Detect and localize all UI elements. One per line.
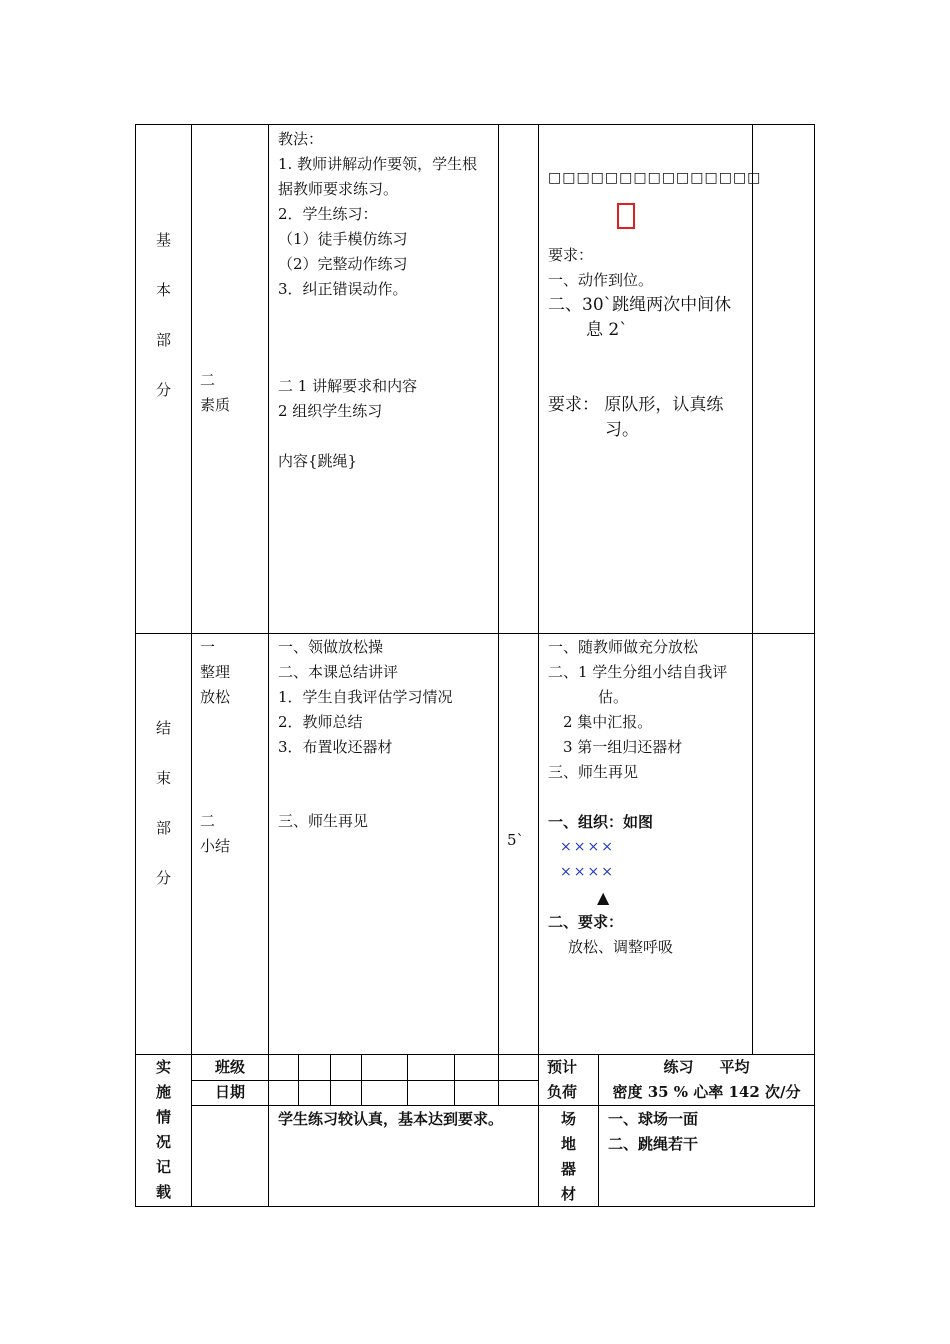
basic-content-topic: 内容{跳绳} (278, 452, 358, 470)
ending-item-2: 二 小结 (200, 812, 231, 855)
grid-line (814, 124, 815, 1207)
date-label: 日期 (214, 1083, 245, 1101)
grid-line (298, 1054, 299, 1106)
grid-line (191, 1105, 815, 1106)
basic-content-quality: 二 1 讲解要求和内容 2 组织学生练习 (278, 377, 418, 420)
grid-line (268, 124, 269, 1207)
venue-value: 一、球场一面 二、跳绳若干 (608, 1110, 699, 1153)
ending-item-1: 一 整理 放松 (200, 638, 231, 706)
basic-organization (548, 166, 761, 191)
ending-organization: 一、随教师做充分放松 二、1 学生分组小结自我评 估。 2 集中汇报。 3 第一组归还器材 三、师生再见 一、组织：如图 ×××× ×××× ▲ 二、要求： 放松、调整呼吸 (548, 638, 728, 956)
grid-line (407, 1054, 408, 1106)
ending-content-farewell: 三、师生再见 (278, 812, 369, 830)
grid-line (361, 1054, 362, 1106)
grid-line (498, 124, 499, 1106)
formation-glyph-row: □□□□□□□□□□□□□□□ (548, 170, 762, 186)
load-value: 练习 平均 密度 35 % 心率 142 次/分 (612, 1058, 801, 1101)
load-label: 预计 负荷 (547, 1058, 578, 1101)
ending-time: 5` (507, 831, 525, 849)
formation-marker-icon (617, 203, 635, 229)
basic-content: 教法： 1. 教师讲解动作要领，学生根 据教师要求练习。 2．学生练习： （1）徒手模仿练习 （2）完整动作练习 3．纠正错误动作。 (278, 130, 478, 298)
grid-line (135, 124, 815, 125)
class-label: 班级 (214, 1058, 245, 1076)
grid-line (330, 1054, 331, 1106)
basic-requirements-2: 要求： 原队形，认真练 习。 (548, 395, 724, 440)
basic-section-label: 基 本 部 分 (155, 231, 171, 399)
formation-row: ×××× (560, 839, 615, 855)
grid-line (191, 124, 192, 1207)
record-note: 学生练习较认真，基本达到要求。 (278, 1110, 504, 1128)
basic-item: 二 素质 (200, 371, 231, 414)
ending-content: 一、领做放松操 二、本课总结讲评 1．学生自我评估学习情况 2．教师总结 3．布置收还器材 (278, 638, 453, 756)
grid-line (454, 1054, 455, 1106)
formation-row: ×××× (560, 864, 615, 880)
venue-label: 场 地 器 材 (560, 1110, 576, 1203)
basic-requirements: 要求： 一、动作到位。 二、30`跳绳两次中间休 息 2` (548, 246, 732, 340)
grid-line (752, 124, 753, 1055)
grid-line (538, 124, 539, 1207)
teacher-triangle-icon: ▲ (597, 888, 610, 907)
ending-section-label: 结 束 部 分 (155, 719, 171, 887)
grid-line (135, 633, 815, 634)
grid-line (135, 1206, 815, 1207)
record-section-label: 实 施 情 况 记 载 (155, 1058, 171, 1201)
